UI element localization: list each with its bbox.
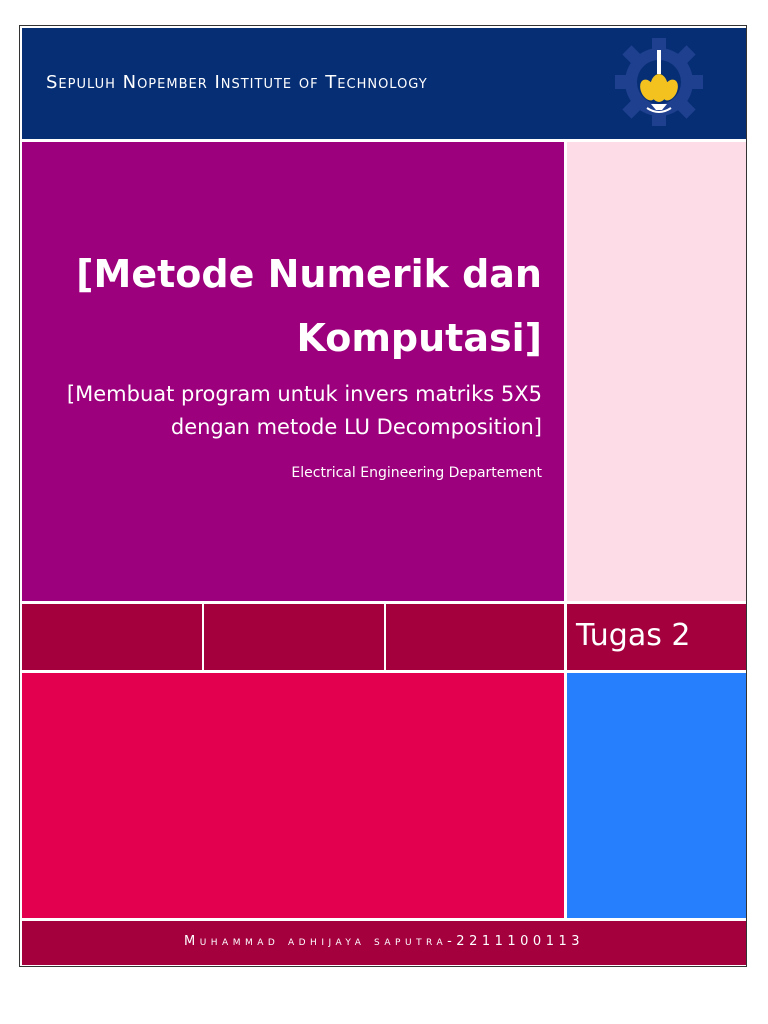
blue-accent-block — [567, 673, 746, 918]
document-title: [Metode Numerik dan Komputasi] — [76, 252, 542, 360]
red-accent-block — [22, 673, 564, 918]
institution-name: Sepuluh Nopember Institute of Technology — [46, 72, 428, 93]
header-band — [22, 28, 746, 139]
strip-cell-2 — [204, 604, 384, 670]
document-subtitle: [Membuat program untuk invers matriks 5X5 dengan metode LU Decomposition] — [66, 382, 542, 439]
strip-cell-3 — [386, 604, 564, 670]
pink-accent-block — [567, 142, 746, 601]
strip-cell-1 — [22, 604, 202, 670]
title-block — [22, 142, 564, 601]
footer-band — [22, 921, 746, 965]
assignment-cell — [567, 604, 746, 670]
author-name: Muhammad adhijaya saputra-2211100113 — [183, 934, 585, 949]
assignment-label: Tugas 2 — [576, 618, 691, 653]
department-name: Electrical Engineering Departement — [291, 465, 542, 481]
its-logo-icon — [612, 36, 706, 128]
